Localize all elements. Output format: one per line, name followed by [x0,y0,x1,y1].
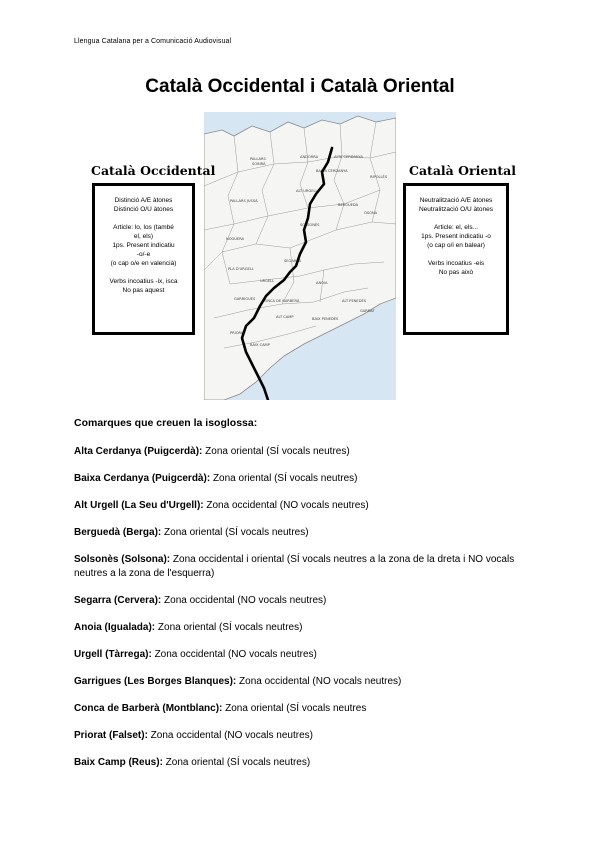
box-line: Distinció O/U àtones [113,206,174,213]
county-name: Solsonès (Solsona): [74,554,171,565]
line-gap [99,214,188,223]
map-label: NOGUERA [226,237,245,241]
map-label: ALTA CERDANYA [334,155,363,159]
map-label: SEGARRA [284,259,302,263]
county-name: Segarra (Cervera): [74,595,162,606]
list-item [74,756,544,770]
line-gap [99,268,188,277]
map-label: PALLARS JUSSÀ [230,199,258,203]
box-line: 1ps. Present indicatiu [112,242,175,249]
isogloss-map [204,112,396,400]
county-name: Anoia (Igualada): [74,622,156,633]
box-line: Verbs incoatius -ix, isca [109,278,178,285]
left-label: Català Occidental [91,163,216,178]
map-label: ANOIA [316,281,328,285]
county-zone: Zona oriental (SÍ vocals neutres) [155,622,303,633]
county-zone: Zona occidental i oriental (SÍ vocals neutres a la zona de la dreta i NO vocals neutres a la zona de l'esquerra) [74,554,515,579]
list-item [74,445,544,459]
county-name: Alt Urgell (La Seu d'Urgell): [74,500,204,511]
county-zone: Zona occidental (NO vocals neutres) [236,676,402,687]
box-line: Neutralització O/U àtones [418,206,494,213]
map-label: PLA D'URGELL [228,267,254,271]
box-line: (o cap o/e en valencià) [110,260,177,267]
map-label: PALLARS [250,157,266,161]
box-line: (o cap o/i en balear) [427,242,485,249]
county-name: Berguedà (Berga): [74,527,162,538]
box-line: Verbs incoatius -eis [427,260,485,267]
map-label: URGELL [260,279,275,283]
county-name: Conca de Barberà (Montblanc): [74,703,223,714]
map-label: BAIX PENEDÈS [312,317,339,321]
box-line: No pas això [438,269,474,276]
county-zone: Zona oriental (SÍ vocals neutres) [210,473,358,484]
map-label: OSONA [364,211,378,215]
map-label: ANDORRA [300,155,319,159]
map-label: ALT PENEDÈS [342,299,367,303]
left-box [92,183,195,335]
map-label: PRIORAT [230,331,246,335]
box-line: Distinció A/E àtones [114,197,173,204]
county-name: Priorat (Falset): [74,730,148,741]
county-list [74,445,544,783]
map-label: GARRAF [360,309,375,313]
running-header: Llengua Catalana per a Comunicació Audiovisual [74,38,232,45]
county-zone: Zona oriental (SÍ vocals neutres) [162,757,311,768]
box-line: 1ps. Present indicatiu -o [421,233,491,240]
list-item [74,526,544,540]
map-label: SOBIRÀ [252,162,266,166]
county-name: Baixa Cerdanya (Puigcerdà): [74,473,211,484]
box-line: -o/-e [136,251,151,258]
map-label: ALT URGELL [296,189,318,193]
map-label: RIPOLLÈS [370,175,388,179]
county-name: Alta Cerdanya (Puigcerdà): [74,446,203,457]
list-item [74,648,544,662]
line-gap [410,214,502,223]
county-name: Urgell (Tàrrega): [74,649,152,660]
county-zone: Zona occidental (NO vocals neutres) [203,500,369,511]
map-label: GARRIGUES [234,297,256,301]
list-item [74,594,544,608]
list-item [74,675,544,689]
county-zone: Zona occidental (NO vocals neutres) [147,730,313,741]
county-zone: Zona occidental (NO vocals neutres) [161,595,327,606]
line-gap [410,250,502,259]
county-zone: Zona oriental (SÍ vocals neutres) [161,527,309,538]
list-item [74,553,544,581]
county-zone: Zona oriental (SÍ vocals neutres [222,703,367,714]
page-title: Català Occidental i Català Oriental [145,76,455,97]
map-label: BAIX CAMP [250,343,270,347]
list-item [74,499,544,513]
list-item [74,702,544,716]
list-item [74,472,544,486]
box-line: Article: el, els... [433,224,479,231]
box-line: Neutralització A/E àtones [419,197,493,204]
county-zone: Zona occidental (NO vocals neutres) [151,649,317,660]
box-line: el, els) [133,233,154,240]
list-item [74,729,544,743]
list-item [74,621,544,635]
map-label: CONCA DE BARBERÀ [262,299,300,303]
county-name: Baix Camp (Reus): [74,757,163,768]
box-line: No pas aquest [122,287,165,294]
county-name: Garrigues (Les Borges Blanques): [74,676,237,687]
map-label: BERGUEDÀ [338,203,359,207]
section-subheading: Comarques que creuen la isoglossa: [74,417,258,429]
right-label: Català Oriental [409,163,517,178]
right-box [403,183,509,335]
county-zone: Zona oriental (SÍ vocals neutres) [202,446,350,457]
box-line: Article: lo, los (també [113,224,174,231]
map-label: BAIXA CERDANYA [316,169,348,173]
map-label: ALT CAMP [276,315,294,319]
map-label: SOLSONÈS [300,223,320,227]
